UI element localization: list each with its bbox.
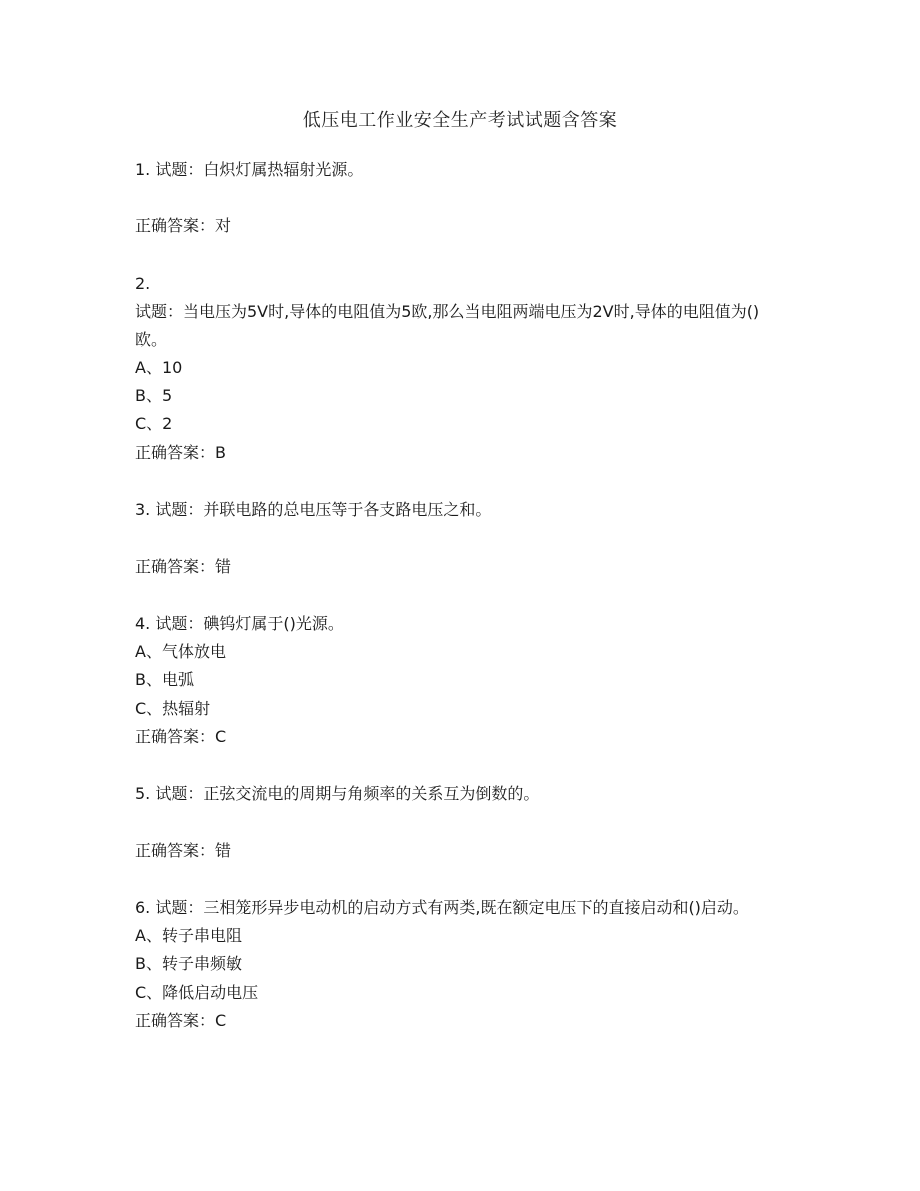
question-4-option-a: A、气体放电 (135, 642, 226, 661)
question-2-option-a: A、10 (135, 358, 183, 377)
question-4-option-c: C、热辐射 (135, 699, 211, 718)
question-1-answer: 正确答案：对 (135, 216, 232, 235)
question-1-stem: 1. 试题：白炽灯属热辐射光源。 (135, 160, 364, 179)
document-title: 低压电工作业安全生产考试试题含答案 (302, 110, 618, 131)
question-2-answer: 正确答案：B (135, 443, 226, 462)
question-3-stem: 3. 试题：并联电路的总电压等于各支路电压之和。 (135, 500, 492, 519)
question-3-answer: 正确答案：错 (135, 557, 232, 576)
question-6-stem: 6. 试题：三相笼形异步电动机的启动方式有两类,既在额定电压下的直接启动和()启动。 (135, 898, 749, 917)
question-2-option-b: B、5 (135, 386, 173, 405)
question-2-stem-line2: 欧。 (135, 330, 168, 349)
question-5-answer: 正确答案：错 (135, 841, 232, 860)
question-2-number: 2. (135, 274, 151, 293)
question-2-stem-line1: 试题：当电压为5V时,导体的电阻值为5欧,那么当电阻两端电压为2V时,导体的电阻值为() (135, 302, 760, 321)
question-2-option-c: C、2 (135, 414, 173, 433)
question-6-answer: 正确答案：C (135, 1011, 227, 1030)
question-6-option-c: C、降低启动电压 (135, 983, 259, 1002)
question-4-stem: 4. 试题：碘钨灯属于()光源。 (135, 614, 344, 633)
question-4-answer: 正确答案：C (135, 727, 227, 746)
question-6-option-a: A、转子串电阻 (135, 926, 242, 945)
question-4-option-b: B、电弧 (135, 670, 194, 689)
question-6-option-b: B、转子串频敏 (135, 954, 242, 973)
question-5-stem: 5. 试题：正弦交流电的周期与角频率的关系互为倒数的。 (135, 784, 540, 803)
